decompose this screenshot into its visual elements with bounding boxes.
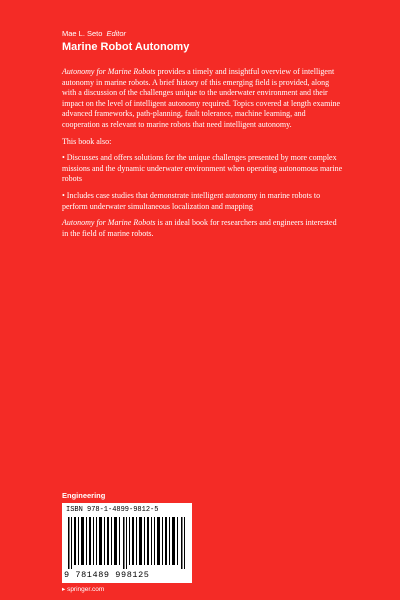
barcode-box [62,503,192,583]
book-title: Marine Robot Autonomy [62,41,190,53]
closing-text: is an ideal book for researchers and engineers interested in the field of marine robots. [62,218,337,238]
isbn-text: ISBN 978-1-4899-9812-5 [66,506,159,514]
intro-line: This book also: [62,136,112,146]
paragraph-text: provides a timely and insightful overview of intelligent autonomy in marine robots. A brief history of this emerging field is provided, along with a discussion of the challenges unique to the underwater environment and their impact on the level of intelligent autonomy required. Topics covered at length examine advanced frameworks, path-planning, fault tolerance, machine learning, and cooperation as relevant to marine robots that need intelligent autonomy. [62,67,341,129]
publisher-website[interactable]: ▸ springer.com [62,586,105,593]
editor-role: Editor [106,29,127,38]
editor-name: Mae L. Seto [62,29,103,38]
category-label: Engineering [62,491,106,500]
barcode-digits: 9 781489 998125 [64,570,150,580]
bullet-item: • Discusses and offers solutions for the unique challenges presented by more complex missions and the dynamic underwater environment when operating autonomous marine robots [62,153,343,184]
header-block [62,29,189,54]
book-title-italic: Autonomy for Marine Robots [62,67,156,76]
book-title-italic: Autonomy for Marine Robots [62,218,156,228]
editor-line [62,29,189,39]
closing-paragraph [62,218,344,239]
bullet-item: • Includes case studies that demonstrate intelligent autonomy in marine robots to perform underwater simultaneous localization and mapping [62,190,321,211]
barcode-icon [68,517,186,569]
description-paragraph [62,67,344,131]
description-body [62,67,344,245]
